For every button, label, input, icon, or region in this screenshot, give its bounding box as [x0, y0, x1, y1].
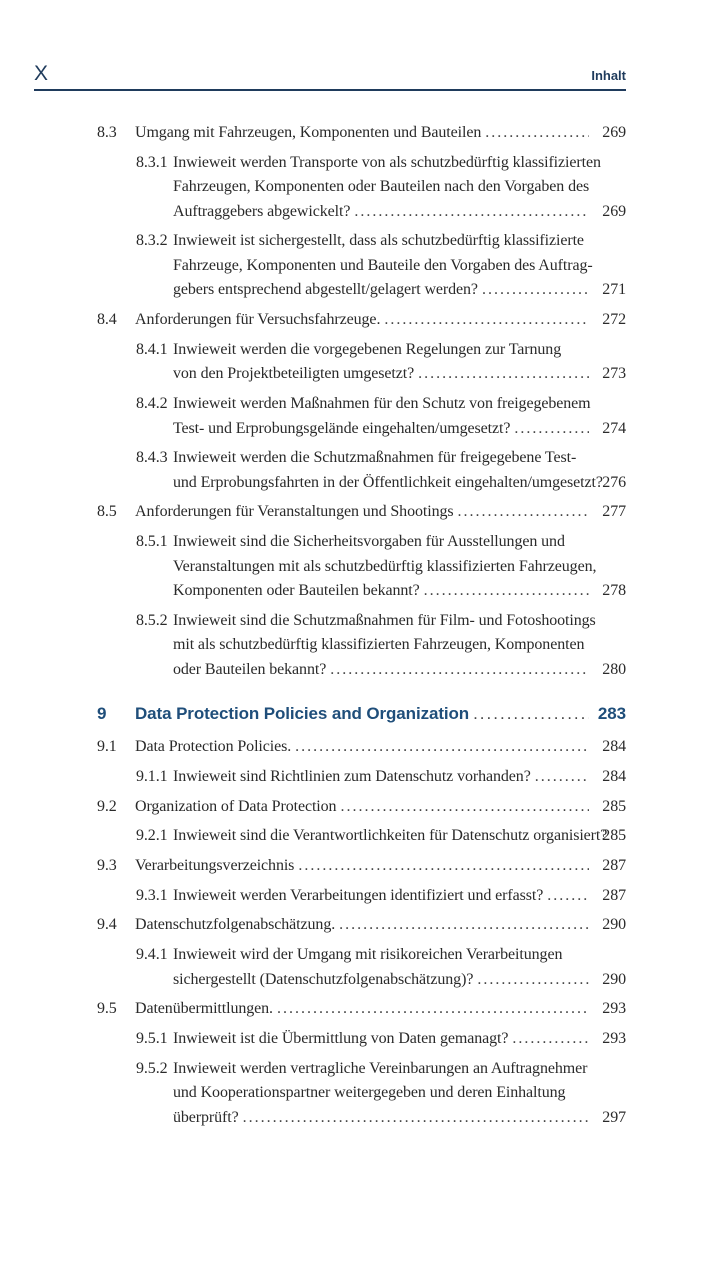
dot-leader: [295, 735, 589, 760]
toc-entry-title: Inwieweit werden Transporte von als schutzbedürftig klassifizierten: [173, 153, 601, 171]
toc-entry-title: Komponenten oder Bauteilen bekannt?: [173, 582, 420, 600]
toc-page-number: 287: [602, 857, 626, 874]
dot-leader: [512, 1027, 589, 1052]
toc-entry-number: 9.5.2: [136, 1059, 168, 1077]
toc-page-number: 271: [602, 281, 626, 299]
toc-entry-title: Datenübermittlungen.: [135, 1000, 273, 1018]
toc-page-number: 283: [597, 703, 626, 723]
toc-entry-title: Verarbeitungsverzeichnis: [135, 857, 295, 874]
toc-entry-title: Inwieweit sind die Schutzmaßnahmen für Film- und Fotoshootings: [173, 611, 596, 629]
toc-page-number: 284: [602, 738, 626, 756]
dot-leader: [535, 765, 589, 790]
toc-entry-title: Inwieweit werden die Schutzmaßnahmen für freigegebene Test-: [173, 449, 577, 467]
toc-entry-number: 8.3.2: [136, 232, 168, 250]
toc-entry-title: Inwieweit sind die Verantwortlichkeiten für Datenschutz organisiert?: [173, 827, 608, 845]
toc-entry-number: 8.3: [97, 124, 117, 141]
toc-entry-title: oder Bauteilen bekannt?: [173, 660, 327, 678]
dot-leader: [418, 362, 589, 387]
toc-page-number: 277: [602, 503, 626, 521]
dot-leader: [485, 121, 589, 146]
dot-leader: [482, 278, 589, 303]
toc-entry-title: Auftraggebers abgewickelt?: [173, 202, 351, 220]
toc-entry-number: 9.2: [97, 797, 117, 815]
toc-entry-number: 9.4: [97, 916, 117, 934]
toc-entry-title: und Erprobungsfahrten in der Öffentlichkeit eingehalten/umgesetzt?: [173, 473, 603, 491]
toc-page-number: 278: [602, 582, 626, 600]
toc-page-number: 287: [602, 886, 626, 904]
toc-entry-title: Veranstaltungen mit als schutzbedürftig klassifizierten Fahrzeugen,: [173, 557, 597, 575]
toc-entry-number: 9.5.1: [136, 1030, 168, 1047]
toc-entry-title: Data Protection Policies.: [135, 738, 292, 756]
toc-entry-title: Inwieweit wird der Umgang mit risikoreichen Verarbeitungen: [173, 946, 563, 964]
toc-entry-title: Anforderungen für Versuchsfahrzeuge.: [135, 311, 381, 329]
dot-leader: [330, 658, 589, 683]
toc-entry-title: Test- und Erprobungsgelände eingehalten/umgesetzt?: [173, 419, 511, 437]
toc-entry-title: Inwieweit ist sichergestellt, dass als schutzbedürftig klassifizierte: [173, 232, 584, 250]
dot-leader: [547, 884, 589, 909]
toc-entry-title: Inwieweit werden Verarbeitungen identifiziert und erfasst?: [173, 886, 544, 904]
toc-entry-number: 8.4.2: [136, 395, 168, 412]
dot-leader: [298, 854, 589, 879]
toc-entry-number: 8.5: [97, 503, 117, 521]
dot-leader: [354, 200, 589, 225]
running-head-title: Inhalt: [591, 68, 626, 83]
toc-entry-title: Umgang mit Fahrzeugen, Komponenten und Bauteilen: [135, 124, 482, 141]
toc-entry-number: 8.3.1: [136, 153, 168, 171]
dot-leader: [424, 579, 589, 604]
toc-entry-number: 9.5: [97, 1000, 117, 1018]
toc-page-number: 293: [602, 1030, 626, 1047]
toc-entry-number: 8.5.1: [136, 533, 168, 551]
toc-entry-title: Inwieweit werden Maßnahmen für den Schutz von freigegebenem: [173, 395, 591, 412]
toc-entry-title: überprüft?: [173, 1108, 239, 1126]
toc-page-number: 285: [602, 827, 626, 845]
toc-page-number: 280: [602, 660, 626, 678]
toc-entry-title: Inwieweit sind die Sicherheitsvorgaben für Ausstellungen und: [173, 533, 565, 551]
dot-leader: [384, 308, 589, 333]
toc-entry-number: 9.1.1: [136, 767, 168, 785]
toc-page-number: 293: [602, 1000, 626, 1018]
toc-entry-title: gebers entsprechend abgestellt/gelagert werden?: [173, 281, 478, 299]
toc-entry-number: 9.4.1: [136, 946, 168, 964]
toc-entry-title: Inwieweit sind Richtlinien zum Datenschutz vorhanden?: [173, 767, 531, 785]
toc-entry-title: Datenschutzfolgenabschätzung.: [135, 916, 336, 934]
page-header: [34, 62, 626, 91]
toc-page-number: 272: [602, 311, 626, 329]
toc-entry-number: 8.4: [97, 311, 117, 329]
toc-entry-title: sichergestellt (Datenschutzfolgenabschätzung)?: [173, 970, 474, 988]
dot-leader: [458, 500, 589, 525]
toc-entry-number: 9.3.1: [136, 886, 168, 904]
dot-leader: [514, 417, 589, 442]
dot-leader: [477, 968, 589, 993]
toc-entry-title: Anforderungen für Veranstaltungen und Shootings: [135, 503, 454, 521]
toc-entry-title: von den Projektbeteiligten umgesetzt?: [173, 365, 415, 383]
toc-entry-title: Inwieweit ist die Übermittlung von Daten gemanagt?: [173, 1030, 509, 1047]
toc-page-number: 274: [602, 419, 626, 437]
page-number: X: [34, 62, 49, 85]
toc-entry-title: Data Protection Policies and Organization: [135, 703, 470, 723]
toc-page-number: 284: [602, 767, 626, 785]
toc-entry-title: mit als schutzbedürftig klassifizierten Fahrzeugen, Komponenten: [173, 636, 585, 654]
toc-entry-title: Organization of Data Protection: [135, 797, 337, 815]
dot-leader: [339, 913, 589, 938]
toc-page-number: 273: [602, 365, 626, 383]
toc-entry-number: 8.4.1: [136, 340, 168, 358]
toc-entry-number: 9.2.1: [136, 827, 168, 845]
toc-entry-number: 9: [97, 703, 107, 723]
dot-leader: [243, 1106, 589, 1131]
toc-entry-title: Inwieweit werden vertragliche Vereinbarungen an Auftragnehmer: [173, 1059, 588, 1077]
toc-entry-number: 8.4.3: [136, 449, 168, 467]
toc-entry-number: 9.1: [97, 738, 117, 756]
toc-page-number: 276: [602, 473, 626, 491]
dot-leader: [340, 795, 589, 820]
toc-page-number: 285: [602, 797, 626, 815]
toc-entry-title: Inwieweit werden die vorgegebenen Regelungen zur Tarnung: [173, 340, 562, 358]
dot-leader: [277, 997, 589, 1022]
toc-entry-number: 8.5.2: [136, 611, 168, 629]
toc-entry-title: Fahrzeugen, Komponenten oder Bauteilen nach den Vorgaben des: [173, 178, 590, 196]
dot-leader: [473, 702, 589, 727]
toc-page-number: 269: [602, 124, 626, 141]
toc-page-number: 297: [602, 1108, 626, 1126]
toc-page-number: 290: [602, 916, 626, 934]
toc-entry-title: Fahrzeuge, Komponenten und Bauteile den Vorgaben des Auftrag-: [173, 256, 593, 274]
toc-page-number: 290: [602, 970, 626, 988]
toc-page-number: 269: [602, 202, 626, 220]
toc-entry-title: und Kooperationspartner weitergegeben und deren Einhaltung: [173, 1084, 566, 1102]
toc-entry-number: 9.3: [97, 857, 117, 874]
